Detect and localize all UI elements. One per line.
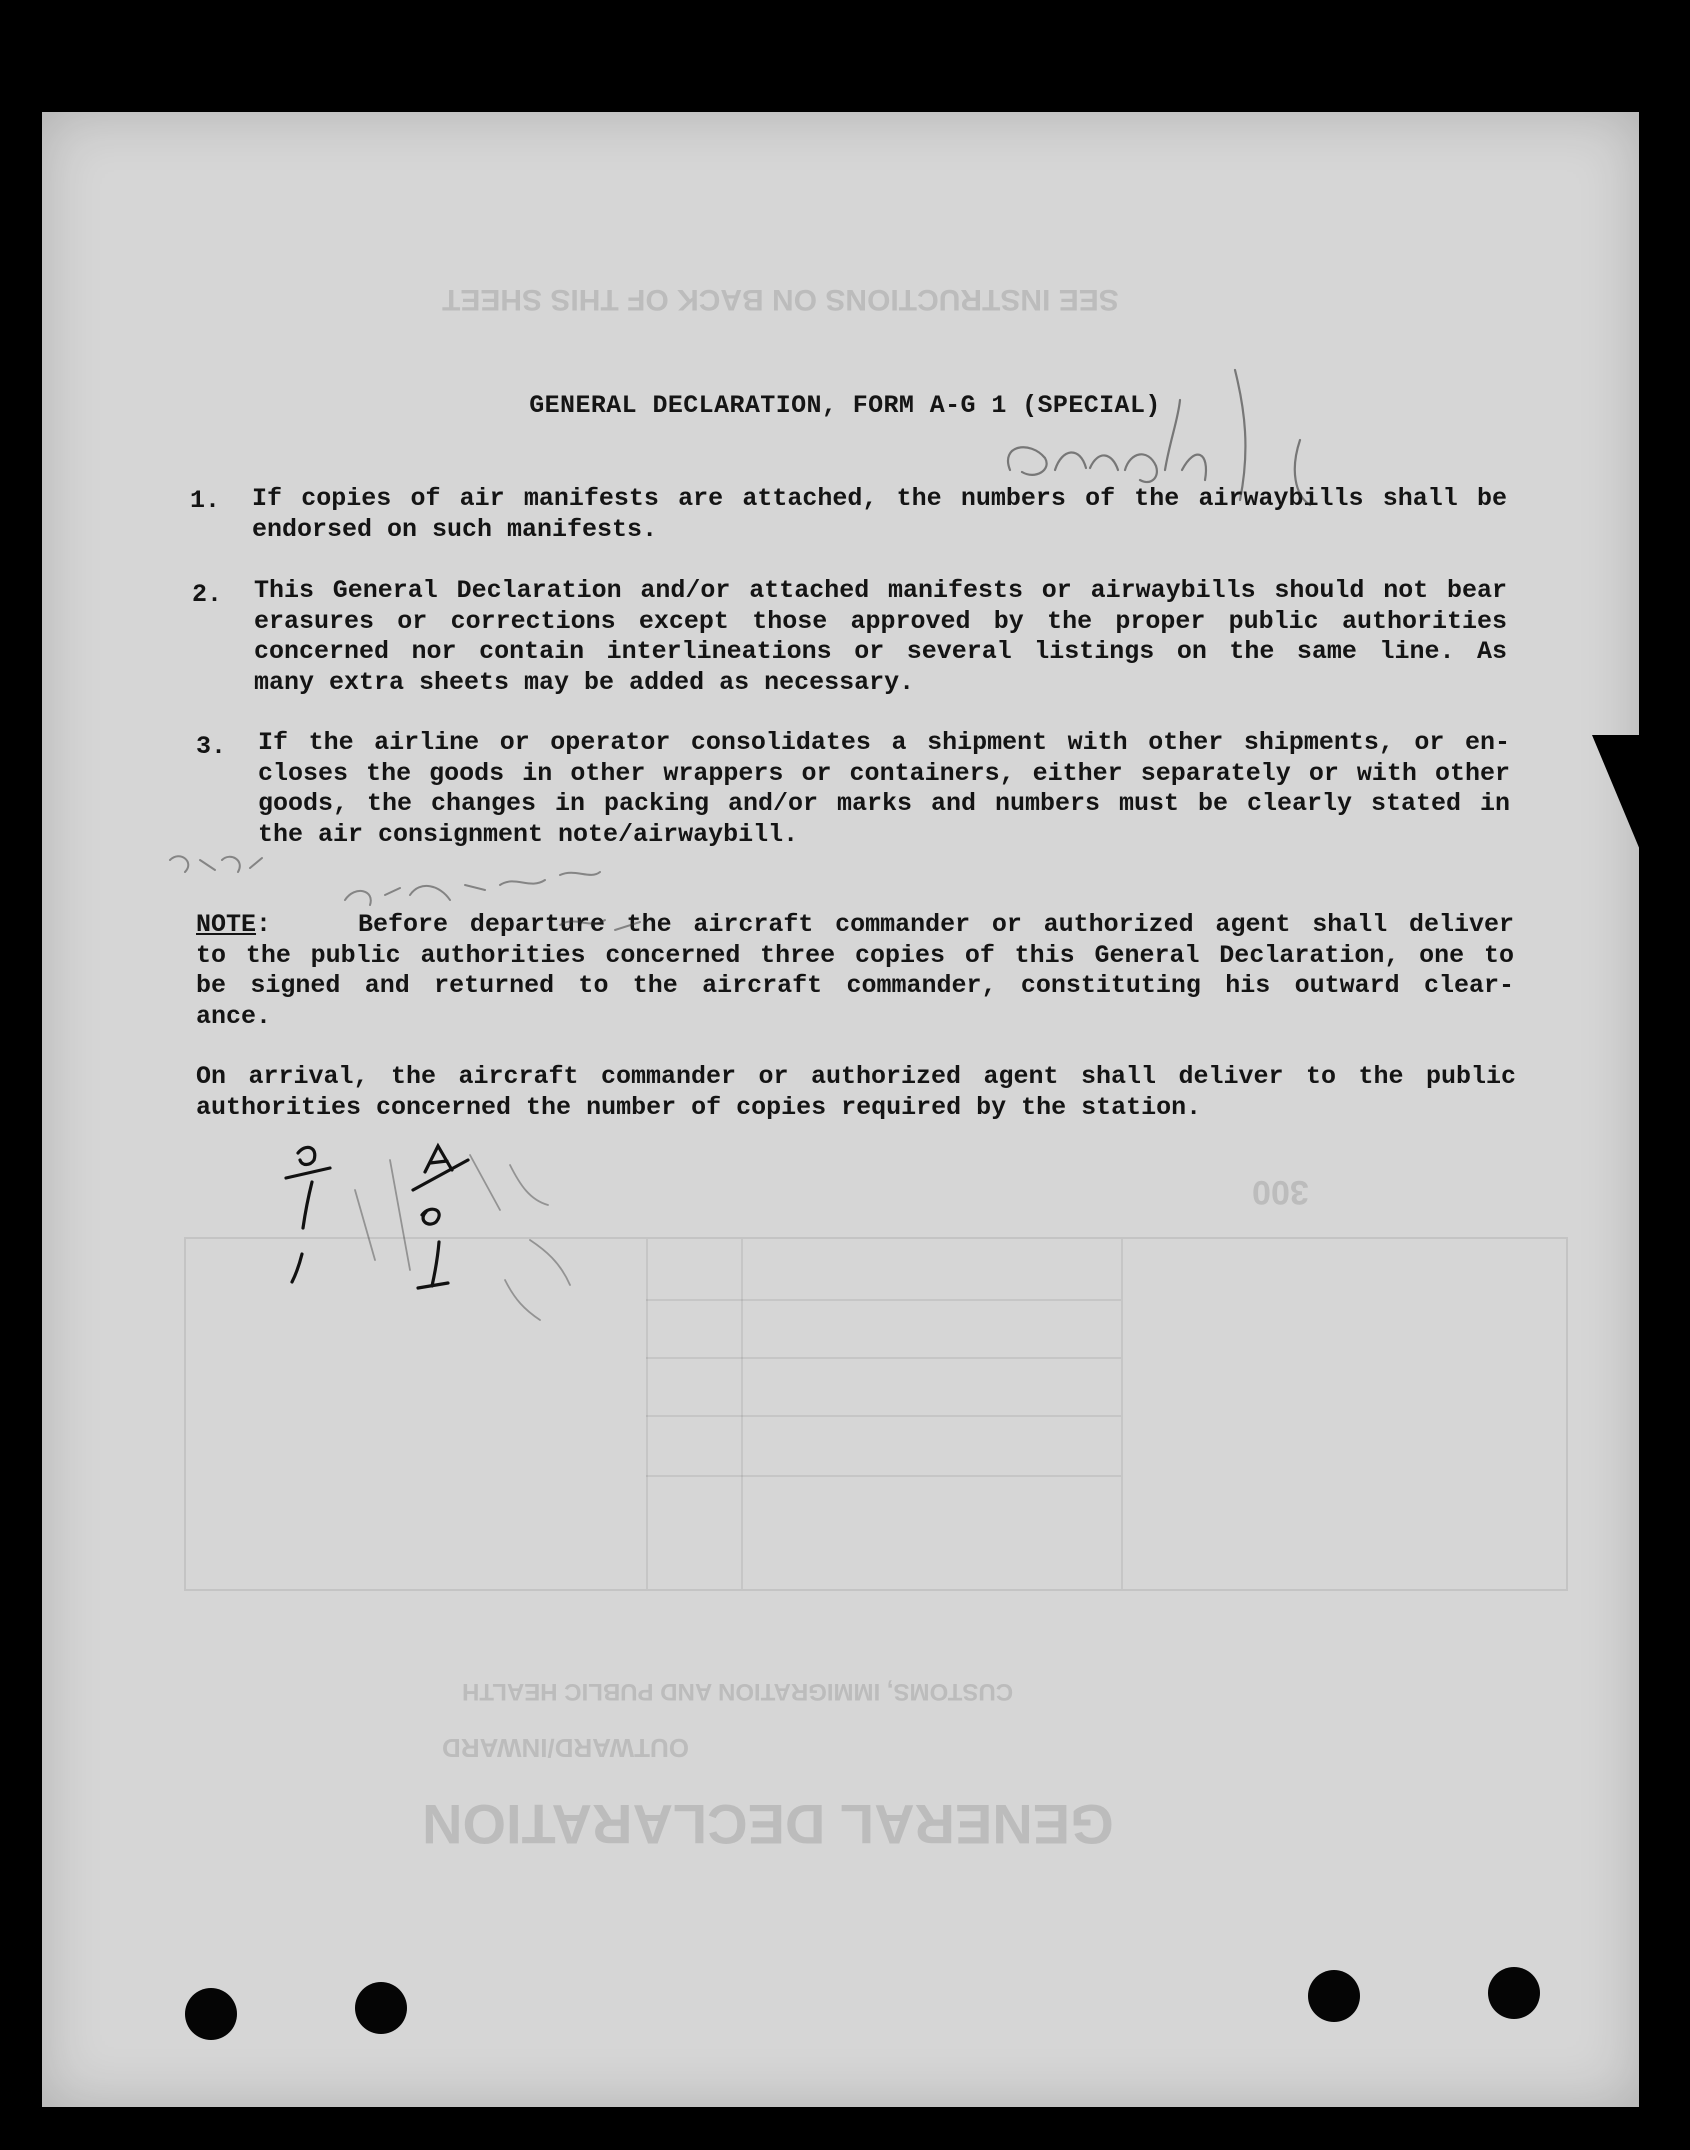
text-line: authorities concerned the number of copies required by the station. xyxy=(196,1092,1202,1122)
show-through-text: GENERAL DECLARATION xyxy=(422,1793,1114,1856)
show-through-text: SEE INSTRUCTIONS ON BACK OF THIS SHEET xyxy=(442,283,1119,316)
punch-hole xyxy=(1488,1967,1540,2019)
item-number: 3. xyxy=(196,732,227,761)
pencil-scribble-lower xyxy=(355,1155,570,1320)
text-line: be signed and returned to the aircraft commander, constituting his outward clear- xyxy=(196,971,1514,1000)
pencil-scribble-top xyxy=(1008,370,1310,505)
item-number: 1. xyxy=(190,486,221,515)
text-line: endorsed on such manifests. xyxy=(252,514,658,544)
text-line: erasures or corrections except those approved by the proper public authorities xyxy=(254,606,1507,636)
item-number: 2. xyxy=(192,580,223,609)
text-line: ance. xyxy=(196,1001,272,1031)
note-first-line-text: Before departure the aircraft commander or authorized agent shall deliver xyxy=(358,910,1514,939)
text-line: If copies of air manifests are attached, the numbers of the airwaybills shall be xyxy=(252,484,1507,513)
punch-hole xyxy=(1308,1970,1360,2022)
text-line: closes the goods in other wrappers or containers, either separately or with other xyxy=(258,758,1510,788)
pencil-scribble-margin xyxy=(170,856,640,930)
punch-hole xyxy=(185,1988,237,2040)
text-line: On arrival, the aircraft commander or authorized agent shall deliver to the public xyxy=(196,1062,1516,1091)
text-line: concerned nor contain interlineations or several listings on the same line. As xyxy=(254,637,1507,666)
text-line: to the public authorities concerned three copies of this General Declaration, one to xyxy=(196,940,1514,970)
text-line: This General Declaration and/or attached manifests or airwaybills should not bear xyxy=(254,576,1507,605)
text-line: goods, the changes in packing and/or marks and numbers must be clearly stated in xyxy=(258,789,1510,818)
show-through-text: OUTWARD/INWARD xyxy=(442,1733,689,1763)
text-line: many extra sheets may be added as necessary. xyxy=(254,667,915,697)
ink-fraction-marks xyxy=(286,1146,468,1288)
note-label: NOTE xyxy=(196,910,257,939)
text-line: If the airline or operator consolidates a shipment with other shipments, or en- xyxy=(258,728,1510,757)
document-title: GENERAL DECLARATION, FORM A-G 1 (SPECIAL) xyxy=(529,391,1161,420)
punch-hole xyxy=(355,1982,407,2034)
show-through-text: 300 xyxy=(1252,1173,1309,1211)
show-through-text: CUSTOMS, IMMIGRATION AND PUBLIC HEALTH xyxy=(462,1678,1014,1705)
text-line: the air consignment note/airwaybill. xyxy=(258,819,799,849)
note-colon: : xyxy=(256,910,272,939)
